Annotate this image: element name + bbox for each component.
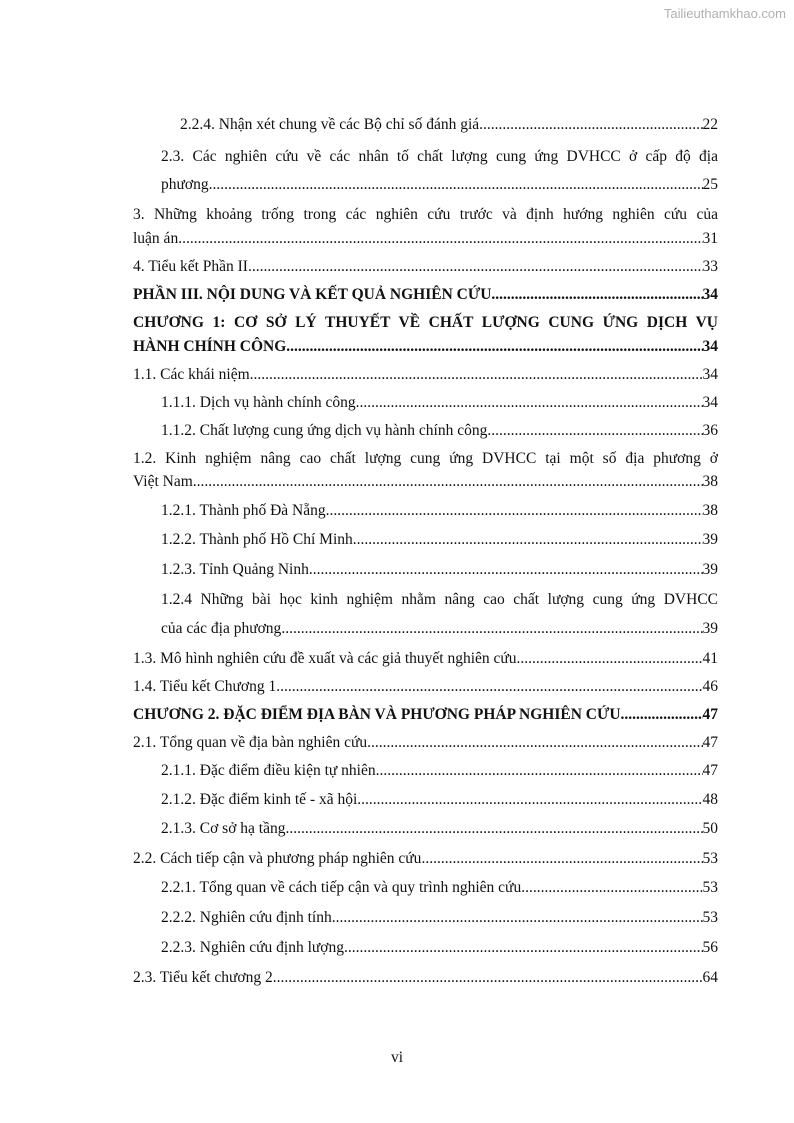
toc-entry-title: phương [161,176,209,193]
toc-entry-title: 1.4. Tiểu kết Chương 1 [133,678,277,695]
toc-entry [180,116,718,134]
toc-entry [133,366,718,384]
toc-entry-title: 1.2.2. Thành phố Hồ Chí Minh [161,531,353,548]
toc-entry-page: 36 [702,422,718,439]
toc-entry [161,762,718,780]
toc-entry-page: 34 [702,366,718,383]
toc-entry-title: CHƯƠNG 2. ĐẶC ĐIỂM ĐỊA BÀN VÀ PHƯƠNG PHÁP NGHIÊN CỨU [133,706,621,723]
toc-entry-title: 1.1.2. Chất lượng cung ứng dịch vụ hành chính công [161,422,488,439]
page-number: vi [390,1049,404,1066]
toc-entry [133,650,718,668]
toc-entry-page: 53 [702,879,718,896]
toc-entry-page: 64 [702,969,718,986]
toc-entry [161,939,718,957]
toc-entry-line: 1.2.4 Những bài học kinh nghiệm nhằm nâng cao chất lượng cung ứng DVHCC [161,591,718,608]
toc-entry-title: 1.1. Các khái niệm [133,366,250,383]
toc-entry-line: 3. Những khoảng trống trong các nghiên cứu trước và định hướng nghiên cứu của [133,206,718,223]
toc-entry [133,230,718,248]
toc-entry-page: 34 [702,286,718,303]
toc-entry-line: CHƯƠNG 1: CƠ SỞ LÝ THUYẾT VỀ CHẤT LƯỢNG CUNG ỨNG DỊCH VỤ [133,314,718,331]
toc-entry-page: 38 [702,502,718,519]
toc-entry [133,473,718,491]
toc-entry-page: 47 [702,734,718,751]
toc-entry-title: 2.2. Cách tiếp cận và phương pháp nghiên cứu [133,850,422,867]
toc-entry [161,879,718,897]
toc-entry [161,176,718,194]
toc-entry-page: 39 [702,531,718,548]
toc-entry-page: 38 [702,473,718,490]
toc-entry-title: 2.3. Tiểu kết chương 2 [133,969,273,986]
toc-entry [133,706,718,724]
toc-entry-title: 4. Tiểu kết Phần II [133,258,248,275]
toc-entry [133,678,718,696]
toc-entry-title: 2.1.3. Cơ sở hạ tầng [161,820,286,837]
toc-entry [133,258,718,276]
toc-entry-title: 1.3. Mô hình nghiên cứu đề xuất và các giả thuyết nghiên cứu [133,650,517,667]
toc-entry-title: 1.1.1. Dịch vụ hành chính công [161,394,356,411]
toc-entry-page: 34 [702,338,718,355]
toc-entry-page: 39 [702,561,718,578]
toc-entry [161,394,718,412]
watermark: Tailieuthamkhao.com [663,6,786,21]
toc-entry [161,820,718,838]
toc-entry-title: 1.2.1. Thành phố Đà Nẵng [161,502,326,519]
toc-entry-page: 47 [702,762,718,779]
toc-entry [161,620,718,638]
toc-entry-page: 39 [702,620,718,637]
toc-entry-page: 47 [702,706,718,723]
toc-entry [133,734,718,752]
toc-entry-page: 53 [702,850,718,867]
toc-entry-title: PHẦN III. NỘI DUNG VÀ KẾT QUẢ NGHIÊN CỨU [133,286,492,303]
toc-entry-page: 25 [702,176,718,193]
toc-entry-page: 48 [702,791,718,808]
toc-entry-title: 1.2.3. Tỉnh Quảng Ninh [161,561,309,578]
toc-entry-page: 33 [702,258,718,275]
toc-entry-title: 2.1. Tổng quan về địa bàn nghiên cứu [133,734,368,751]
toc-entry-title: 2.2.2. Nghiên cứu định tính [161,909,332,926]
toc-entry-page: 31 [702,230,718,247]
toc-entry-page: 34 [702,394,718,411]
toc-entry-page: 56 [702,939,718,956]
toc-entry [161,909,718,927]
toc-entry-page: 53 [702,909,718,926]
toc-entry [161,531,718,549]
toc-entry [161,791,718,809]
toc-entry-title: 2.2.4. Nhận xét chung về các Bộ chỉ số đánh giá [180,116,480,133]
toc-entry-title: luận án [133,230,179,247]
toc-entry [133,286,718,304]
toc-entry [133,338,718,356]
toc-entry-title: Việt Nam [133,473,193,490]
toc-entry-page: 41 [702,650,718,667]
toc-entry-page: 50 [702,820,718,837]
toc-entry-line: 1.2. Kinh nghiệm nâng cao chất lượng cung ứng DVHCC tại một số địa phương ở [133,450,718,467]
toc-entry-page: 22 [702,116,718,133]
toc-entry [133,850,718,868]
toc-entry [133,969,718,987]
toc-entry-title: 2.1.1. Đặc điểm điều kiện tự nhiên [161,762,376,779]
toc-entry-title: HÀNH CHÍNH CÔNG [133,338,287,355]
toc-entry-title: 2.2.1. Tổng quan về cách tiếp cận và quy trình nghiên cứu [161,879,522,896]
toc-entry-line: 2.3. Các nghiên cứu về các nhân tố chất lượng cung ứng DVHCC ở cấp độ địa [161,148,718,165]
toc-entry-title: của các địa phương [161,620,282,637]
toc-entry [161,561,718,579]
toc-entry-title: 2.1.2. Đặc điểm kinh tế - xã hội [161,791,358,808]
toc-entry-page: 46 [702,678,718,695]
toc-entry [161,502,718,520]
toc-entry [161,422,718,440]
toc-entry-title: 2.2.3. Nghiên cứu định lượng [161,939,344,956]
